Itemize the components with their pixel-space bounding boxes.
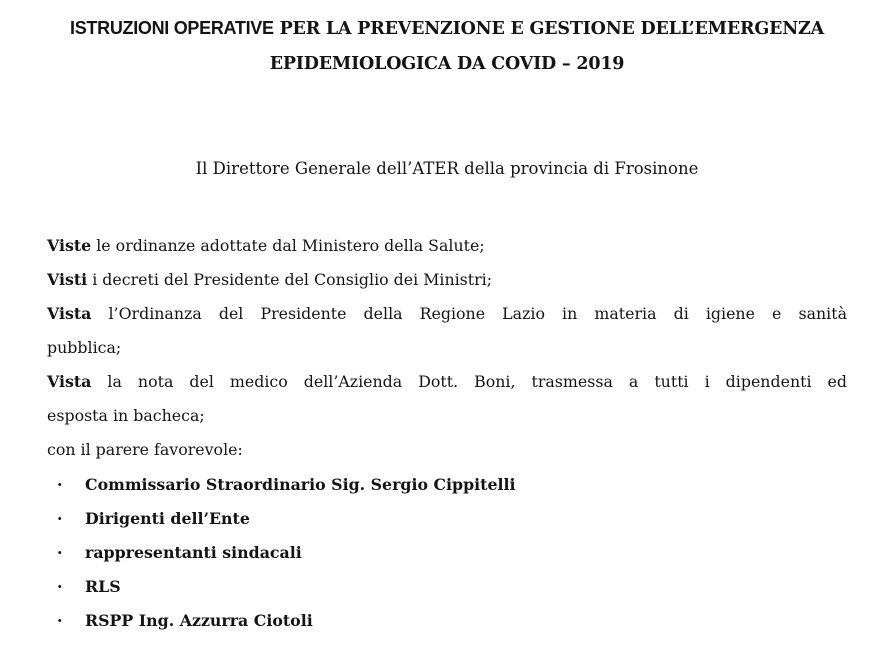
- recital-text: pubblica;: [47, 338, 122, 357]
- recital-text: esposta in bacheca;: [47, 406, 205, 425]
- recital-lead: Visti: [47, 270, 88, 289]
- recital-text: i decreti del Presidente del Consiglio dei Ministri;: [87, 270, 493, 289]
- approval-text: RLS: [85, 577, 121, 596]
- approval-item: [57, 543, 302, 562]
- approval-item: [57, 475, 516, 494]
- approval-item: [57, 577, 121, 596]
- approval-item: [57, 509, 250, 528]
- issuer-line: Il Direttore Generale dell’ATER della provincia di Frosinone: [195, 159, 699, 178]
- title-serif-part: PER LA PREVENZIONE E GESTIONE DELL’EMERGENZA: [273, 19, 824, 39]
- document-title-line-1: [0, 18, 894, 39]
- approval-intro: [47, 440, 243, 459]
- recital-1: [47, 236, 485, 255]
- approval-item: [57, 611, 313, 630]
- title-sans-part: ISTRUZIONI OPERATIVE: [70, 18, 274, 38]
- recital-2: [47, 270, 492, 289]
- bullet-icon: ·: [57, 475, 63, 494]
- recital-text: le ordinanze adottate dal Ministero della Salute;: [91, 236, 485, 255]
- approval-text: Commissario Straordinario Sig. Sergio Cippitelli: [85, 475, 516, 494]
- approval-text: RSPP Ing. Azzurra Ciotoli: [85, 611, 313, 630]
- approval-text: Dirigenti dell’Ente: [85, 509, 250, 528]
- document-title-line-2: EPIDEMIOLOGICA DA COVID – 2019: [269, 54, 625, 74]
- recital-lead: Vista: [47, 304, 92, 323]
- recital-lead: Vista: [47, 372, 92, 391]
- approval-text: rappresentanti sindacali: [85, 543, 302, 562]
- bullet-icon: ·: [57, 611, 63, 630]
- bullet-icon: ·: [57, 509, 63, 528]
- recital-text: l’Ordinanza del Presidente della Regione Lazio in materia di igiene e sanità: [91, 304, 847, 323]
- bullet-icon: ·: [57, 543, 63, 562]
- recital-text: con il parere favorevole:: [47, 440, 243, 459]
- recital-4: [47, 372, 847, 391]
- recital-text: la nota del medico dell’Azienda Dott. Boni, trasmessa a tutti i dipendenti ed: [91, 372, 847, 391]
- recital-3: [47, 304, 847, 323]
- bullet-icon: ·: [57, 577, 63, 596]
- recital-lead: Viste: [47, 236, 92, 255]
- recital-3-continued: [47, 338, 121, 357]
- recital-4-continued: [47, 406, 205, 425]
